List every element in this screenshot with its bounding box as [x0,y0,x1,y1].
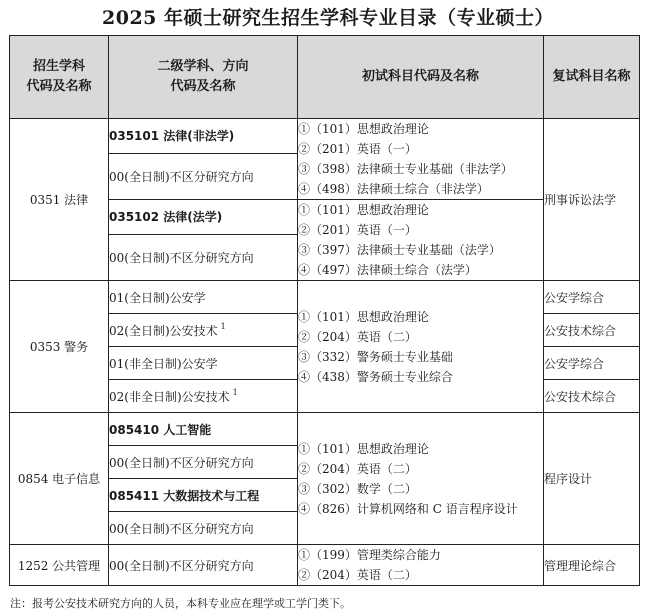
exam-list [298,200,544,281]
discipline-cell: 0854 电子信息 [10,413,109,545]
exam-subject: ④（438）警务硕士专业综合 [298,369,453,384]
exam-subject: ①（101）思想政治理论 [298,122,429,136]
footnote: 注：报考公安技术研究方向的人员，本科专业应在理学或工学门类下。 [10,597,351,610]
exam-list [298,545,544,586]
major-cell: 085410 人工智能 [109,413,298,446]
exam-subject: ③（302）数学（二） [298,481,417,496]
retest-cell: 公安学综合 [544,347,640,380]
exam-subject: ④（498）法律硕士综合（非法学） [298,182,489,196]
exam-subject: ①（101）思想政治理论 [298,203,429,217]
direction-cell [109,314,298,347]
exam-subject: ①（199）管理类综合能力 [298,548,441,562]
footnote-marker: 1 [220,321,226,331]
direction-cell: 00(全日制)不区分研究方向 [109,512,298,545]
direction-cell: 00(全日制)不区分研究方向 [109,545,298,586]
exam-subject: ②（201）英语（一） [298,223,417,237]
direction-cell: 00(全日制)不区分研究方向 [109,234,298,280]
discipline-cell: 1252 公共管理 [10,545,109,586]
header-retest: 复试科目名称 [544,36,640,119]
exam-subject: ③（332）警务硕士专业基础 [298,349,453,364]
exam-subject: ③（398）法律硕士专业基础（非法学） [298,162,513,176]
exam-subject: ①（101）思想政治理论 [298,441,429,456]
page-title: 2025 年硕士研究生招生学科专业目录（专业硕士） [102,7,554,29]
table-row [10,119,640,154]
major-cell: 035102 法律(法学) [109,200,298,235]
exam-subject: ②（204）英语（二） [298,329,417,344]
direction-text: 02(非全日制)公安技术 [109,389,230,404]
retest-cell: 公安学综合 [544,281,640,314]
exam-subject: ②（204）英语（二） [298,461,417,476]
direction-text: 02(全日制)公安技术 [109,323,218,338]
exam-list [298,413,544,545]
header-initial-exam: 初试科目代码及名称 [298,36,544,119]
header-discipline-line2: 代码及名称 [26,79,92,94]
exam-subject: ②（204）英语（二） [298,568,417,582]
header-discipline [10,36,109,119]
major-cell: 085411 大数据技术与工程 [109,479,298,512]
table-row [10,413,640,446]
header-subdiscipline [109,36,298,119]
discipline-cell: 0353 警务 [10,281,109,413]
direction-cell: 01(全日制)公安学 [109,281,298,314]
exam-list [298,119,544,200]
retest-cell: 程序设计 [544,413,640,545]
exam-list [298,281,544,413]
exam-subject: ③（397）法律硕士专业基础（法学） [298,243,501,257]
catalog-table [9,35,640,586]
table-row [10,281,640,314]
exam-subject: ④（826）计算机网络和 C 语言程序设计 [298,501,518,516]
direction-cell: 01(非全日制)公安学 [109,347,298,380]
retest-cell: 公安技术综合 [544,314,640,347]
retest-cell: 管理理论综合 [544,545,640,586]
header-subdiscipline-line2: 代码及名称 [170,79,236,94]
direction-cell: 00(全日制)不区分研究方向 [109,446,298,479]
header-discipline-line1: 招生学科 [32,59,85,74]
table-row [10,545,640,586]
discipline-cell: 0351 法律 [10,119,109,281]
header-row [10,36,640,119]
direction-cell: 00(全日制)不区分研究方向 [109,153,298,199]
exam-subject: ②（201）英语（一） [298,142,417,156]
direction-cell [109,380,298,413]
exam-subject: ①（101）思想政治理论 [298,309,429,324]
header-subdiscipline-line1: 二级学科、方向 [157,59,249,74]
major-cell: 035101 法律(非法学) [109,119,298,154]
retest-cell: 刑事诉讼法学 [544,119,640,281]
footnote-marker: 1 [232,387,238,397]
retest-cell: 公安技术综合 [544,380,640,413]
exam-subject: ④（497）法律硕士综合（法学） [298,263,477,277]
